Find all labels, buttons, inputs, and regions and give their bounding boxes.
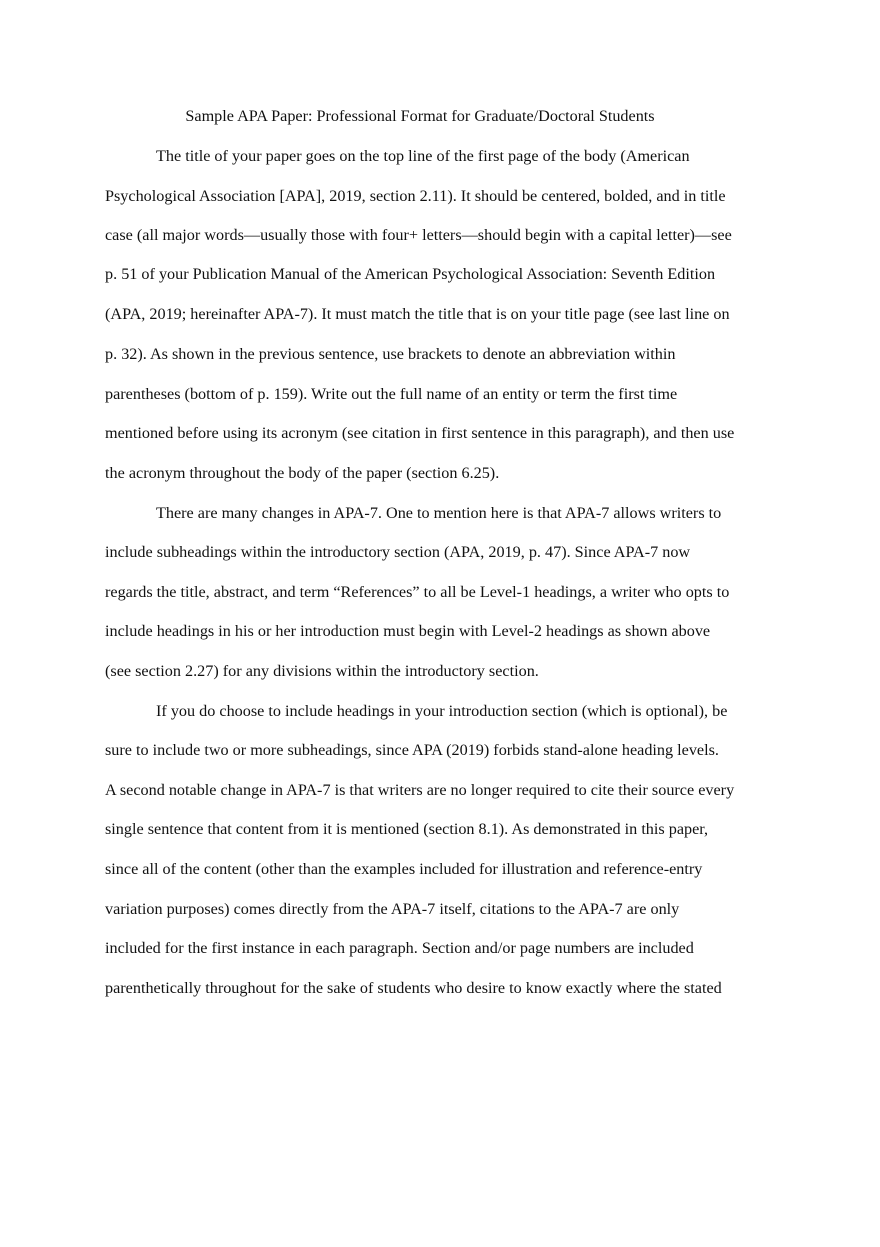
paper-title: Sample APA Paper: Professional Format for Graduate/Doctoral Students [185, 107, 655, 125]
paragraph-1-line-5: (APA, 2019; hereinafter APA-7). It must match the title that is on your title page (see last line on [105, 305, 730, 323]
paragraph-1-line-9: the acronym throughout the body of the paper (section 6.25). [105, 464, 500, 482]
paragraph-1-line-1: The title of your paper goes on the top line of the first page of the body (American [156, 147, 690, 165]
paragraph-2-line-4: include headings in his or her introduction must begin with Level-2 headings as shown above [105, 622, 711, 640]
paragraph-3-line-5: since all of the content (other than the examples included for illustration and reference-entry [105, 860, 703, 878]
paragraph-3-line-6: variation purposes) comes directly from the APA-7 itself, citations to the APA-7 are only [105, 900, 680, 918]
paragraph-2-line-5: (see section 2.27) for any divisions within the introductory section. [105, 662, 539, 680]
paragraph-1-line-2: Psychological Association [APA], 2019, section 2.11). It should be centered, bolded, and in title [105, 187, 726, 205]
paragraph-2-line-2: include subheadings within the introductory section (APA, 2019, p. 47). Since APA-7 now [105, 543, 691, 561]
paragraph-1-line-7: parentheses (bottom of p. 159). Write out the full name of an entity or term the first time [105, 385, 678, 403]
paragraph-3-line-3: A second notable change in APA-7 is that writers are no longer required to cite their source every [105, 781, 735, 799]
paragraph-1-line-4: p. 51 of your Publication Manual of the American Psychological Association: Seventh Edition [105, 265, 716, 283]
paragraph-3-line-7: included for the first instance in each paragraph. Section and/or page numbers are included [105, 939, 694, 957]
paragraph-3-line-2: sure to include two or more subheadings, since APA (2019) forbids stand-alone heading levels. [105, 741, 719, 759]
paragraph-1-line-8: mentioned before using its acronym (see citation in first sentence in this paragraph), and then use [105, 424, 735, 442]
paragraph-1-line-6: p. 32). As shown in the previous sentence, use brackets to denote an abbreviation within [105, 345, 676, 363]
paragraph-2-line-1: There are many changes in APA-7. One to mention here is that APA-7 allows writers to [156, 504, 722, 522]
paragraph-1-line-3: case (all major words—usually those with four+ letters—should begin with a capital letter)—see [105, 226, 732, 244]
paragraph-3-line-8: parenthetically throughout for the sake of students who desire to know exactly where the stated [105, 979, 722, 997]
paragraph-3-line-1: If you do choose to include headings in your introduction section (which is optional), be [156, 702, 728, 720]
paragraph-3-line-4: single sentence that content from it is mentioned (section 8.1). As demonstrated in this paper, [105, 820, 709, 838]
paragraph-2-line-3: regards the title, abstract, and term “References” to all be Level-1 headings, a writer who opts to [105, 583, 730, 601]
